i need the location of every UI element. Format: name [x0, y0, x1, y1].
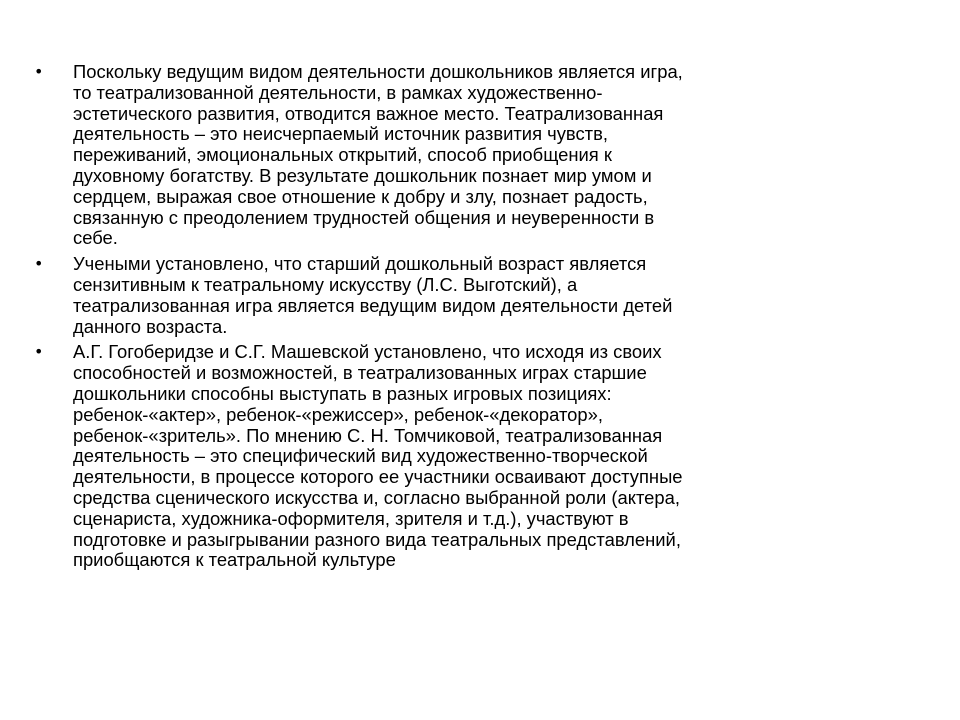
text-line: Учеными установлено, что старший дошкольный возраст является [73, 253, 647, 275]
text-line: А.Г. Гогоберидзе и С.Г. Машевской установлено, что исходя из своих [73, 341, 662, 363]
text-line: переживаний, эмоциональных открытий, способ приобщения к [73, 144, 612, 166]
text-line: средства сценического искусства и, согласно выбранной роли (актера, [73, 486, 680, 508]
bullet-marker: • [34, 62, 44, 81]
bullet-text-3 [73, 342, 793, 571]
bullet-item-2 [34, 254, 794, 337]
text-line: театрализованная игра является ведущим видом деятельности детей [73, 294, 673, 316]
text-line: приобщаются к театральной культуре [73, 549, 396, 571]
text-line: подготовке и разыгрывании разного вида театральных представлений, [73, 528, 681, 550]
bullet-marker: • [34, 342, 44, 362]
text-line: сензитивным к театральному искусству (Л.С. Выготский), а [73, 273, 578, 295]
bullet-marker: • [34, 254, 44, 274]
text-line: себе. [73, 227, 118, 249]
bullet-text-2 [73, 254, 793, 337]
text-line: сценариста, художника-оформителя, зрителя и т.д.), участвуют в [73, 507, 629, 529]
text-line: способностей и возможностей, в театрализованных играх старшие [73, 362, 647, 384]
text-line: связанную с преодолением трудностей общения и неуверенности в [73, 206, 655, 228]
text-line: деятельность – это неисчерпаемый источник развития чувств, [73, 123, 608, 145]
text-line: то театрализованной деятельности, в рамках художественно- [73, 81, 603, 103]
text-line: эстетического развития, отводится важное место. Театрализованная [73, 102, 664, 124]
bullet-item-1 [34, 62, 794, 249]
text-line: сердцем, выражая свое отношение к добру и злу, познает радость, [73, 185, 648, 207]
text-line: деятельности, в процессе которого ее участники осваивают доступные [73, 466, 683, 488]
bullet-list [34, 62, 794, 576]
bullet-item-3 [34, 342, 794, 571]
bullet-text-1 [73, 62, 793, 249]
text-line: Поскольку ведущим видом деятельности дошкольников является игра, [73, 61, 683, 82]
text-line: деятельность – это специфический вид художественно-творческой [73, 445, 648, 467]
text-line: духовному богатству. В результате дошкольник познает мир умом и [73, 164, 652, 186]
text-line: ребенок-«зритель». По мнению С. Н. Томчиковой, театрализованная [73, 424, 663, 446]
text-line: данного возраста. [73, 315, 228, 337]
text-line: ребенок-«актер», ребенок-«режиссер», ребенок-«декоратор», [73, 403, 603, 425]
text-line: дошкольники способны выступать в разных игровых позициях: [73, 382, 612, 404]
